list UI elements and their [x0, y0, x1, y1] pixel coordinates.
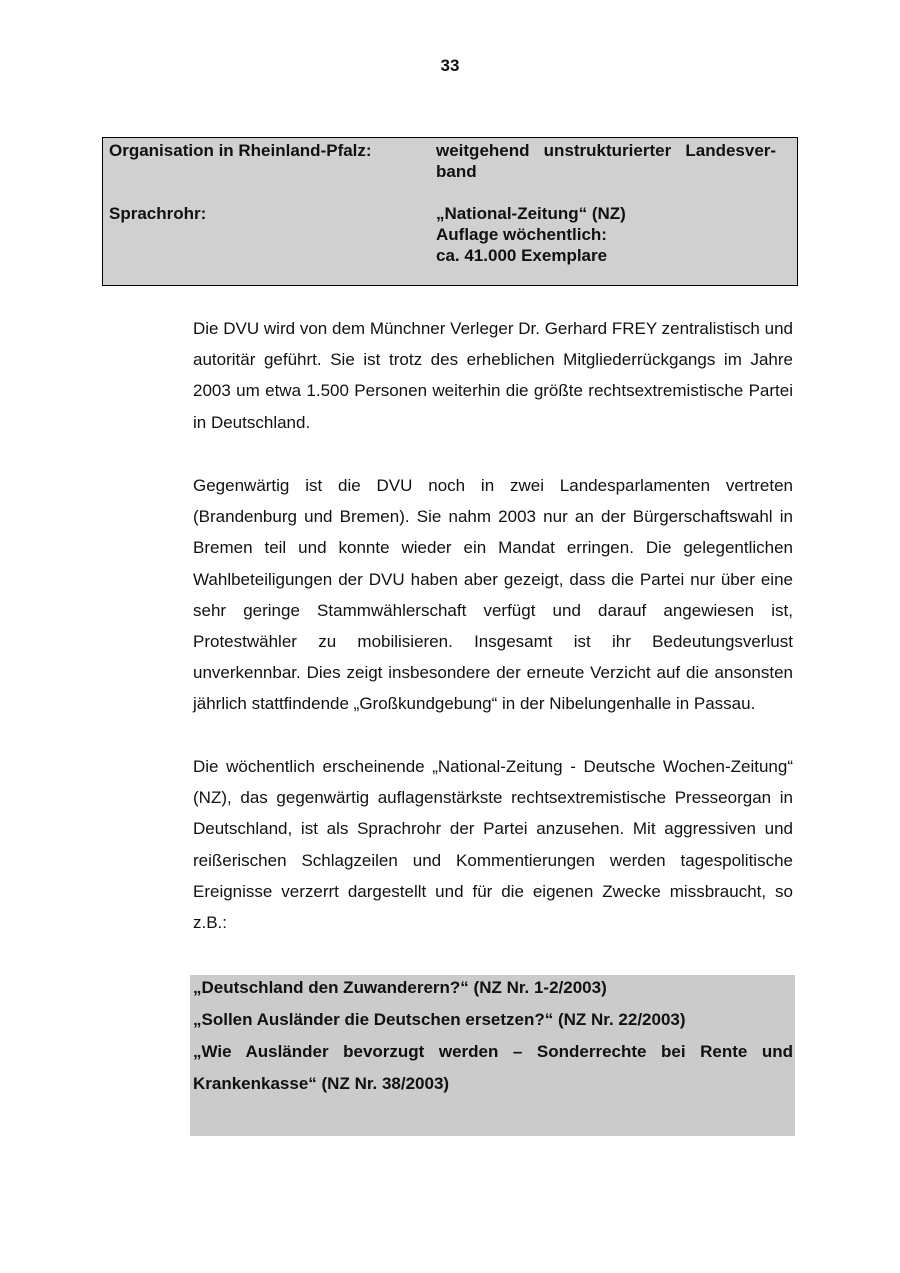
sprachrohr-line: ca. 41.000 Exemplare [436, 246, 608, 265]
quote-box [190, 975, 795, 1136]
page-number: 33 [440, 56, 460, 75]
paragraph-dvu-leadership: Die DVU wird von dem Münchner Verleger Dr. Gerhard FREY zentralistisch und autoritär geführt. Sie ist trotz des erheblichen Mitgliederrückgangs im Jahre 2003 um etwa 1.500 Personen weiterhin die größte rechtsextremistische Partei in Deutschland. [193, 319, 793, 432]
quote-headline: „Sollen Ausländer die Deutschen ersetzen?“ (NZ Nr. 22/2003) [193, 1010, 686, 1029]
paragraph-dvu-parliaments: Gegenwärtig ist die DVU noch in zwei Landesparlamenten vertreten (Brandenburg und Bremen). Sie nahm 2003 nur an der Bürgerschaftswahl in Bremen teil und konnte wieder ein Mandat erringen. Die gelegentlichen Wahlbeteiligungen der DVU haben aber gezeigt, dass die Partei nur über eine sehr geringe Stammwählerschaft verfügt und darauf angewiesen ist, Protestwähler zu mobilisieren. Insgesamt ist ihr Bedeutungsverlust unverkennbar. Dies zeigt insbesondere der erneute Verzicht auf die ansonsten jährlich stattfindende „Großkundgebung“ in der Nibelungenhalle in Passau. [193, 476, 793, 714]
sprachrohr-value [436, 203, 794, 266]
sprachrohr-line: „National-Zeitung“ (NZ) [436, 204, 626, 223]
quote-headline: „Deutschland den Zuwanderern?“ (NZ Nr. 1-2/2003) [193, 978, 607, 997]
organisation-value: weitgehend unstrukturierter Landesver- band [436, 141, 777, 181]
quote-headline: „Wie Ausländer bevorzugt werden – Sonderrechte bei Rente und Krankenkasse“ (NZ Nr. 38/2003) [193, 1042, 793, 1093]
organisation-label: Organisation in Rheinland-Pfalz: [109, 141, 372, 160]
paragraph-national-zeitung: Die wöchentlich erscheinende „National-Zeitung - Deutsche Wochen-Zeitung“ (NZ), das gegenwärtig auflagenstärkste rechtsextremistische Presseorgan in Deutschland, ist als Sprachrohr der Partei anzusehen. Mit aggressiven und reißerischen Schlagzeilen und Kommentierungen werden tagespolitische Ereignisse verzerrt dargestellt und für die eigenen Zwecke missbraucht, so z.B.: [193, 757, 793, 933]
info-box [102, 137, 798, 286]
sprachrohr-label: Sprachrohr: [109, 204, 207, 223]
sprachrohr-line: Auflage wöchentlich: [436, 225, 607, 244]
